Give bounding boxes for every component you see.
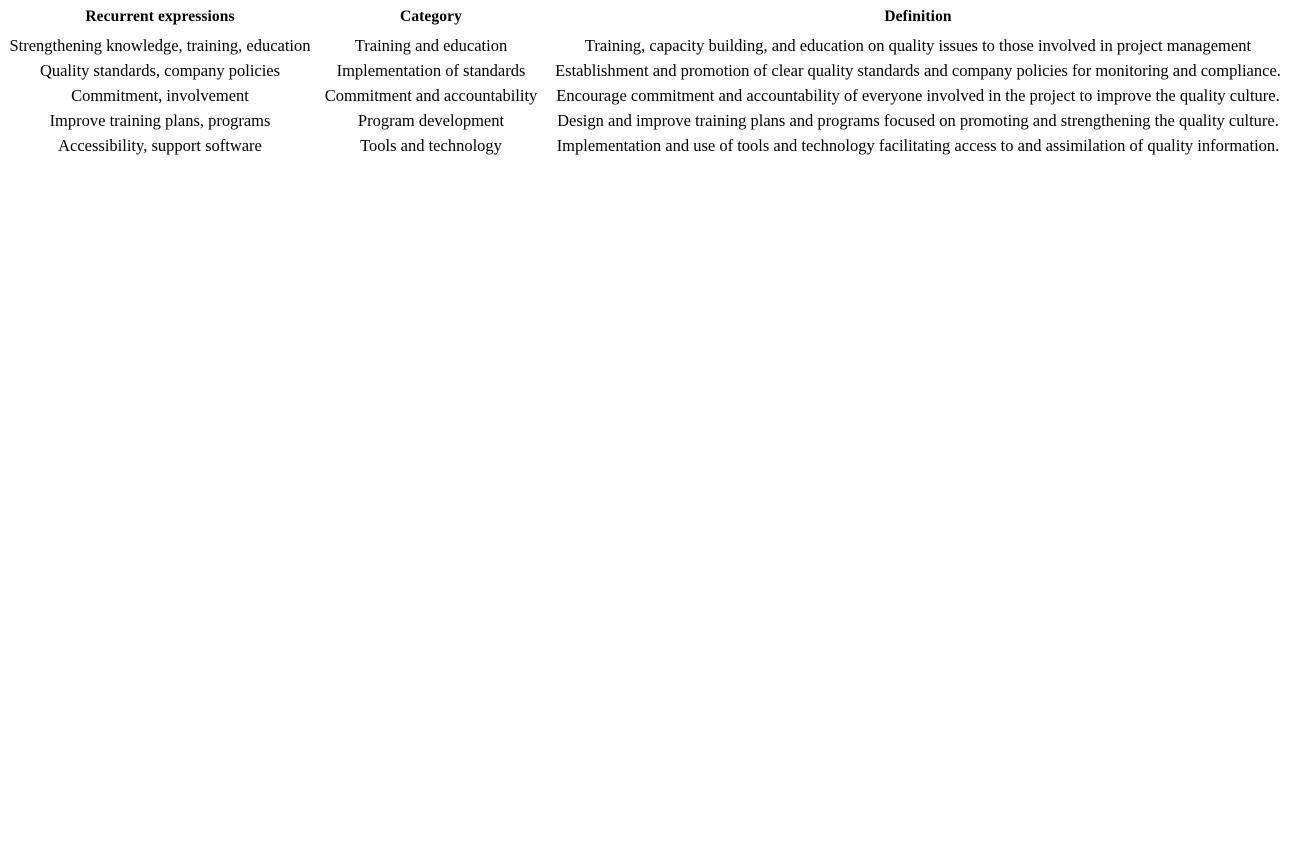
cell-definition: Implementation and use of tools and technology facilitating access to and assimilation of quality information.: [556, 136, 1280, 155]
cell-recurrent-expressions: Commitment, involvement: [71, 86, 249, 105]
cell-category: Training and education: [354, 36, 508, 55]
table-row: [0, 58, 1294, 83]
table-header-row: [0, 0, 1294, 33]
cell-category: Commitment and accountability: [324, 86, 538, 105]
cell-recurrent-expressions: Accessibility, support software: [58, 136, 262, 155]
table-header: [0, 0, 1294, 33]
table-row: [0, 33, 1294, 58]
cell-category: Tools and technology: [360, 136, 502, 155]
table-row: [0, 133, 1294, 158]
cell-category: Implementation of standards: [336, 61, 526, 80]
table-row: [0, 108, 1294, 133]
table-body: [0, 33, 1294, 158]
cell-definition: Design and improve training plans and programs focused on promoting and strengthening the quality culture.: [557, 111, 1279, 130]
cell-recurrent-expressions: Quality standards, company policies: [39, 61, 281, 80]
column-header-category: Category: [400, 8, 462, 25]
recurrent-expressions-table: [0, 0, 1294, 158]
cell-definition: Training, capacity building, and education on quality issues to those involved in project management: [584, 36, 1252, 55]
cell-recurrent-expressions: Strengthening knowledge, training, education: [9, 36, 311, 55]
cell-definition: Establishment and promotion of clear quality standards and company policies for monitoring and compliance.: [555, 61, 1281, 80]
column-header-recurrent-expressions: Recurrent expressions: [85, 8, 235, 25]
cell-recurrent-expressions: Improve training plans, programs: [49, 111, 271, 130]
cell-definition: Encourage commitment and accountability of everyone involved in the project to improve the quality culture.: [556, 86, 1280, 105]
cell-category: Program development: [357, 111, 505, 130]
column-header-definition: Definition: [884, 8, 952, 25]
table-row: [0, 83, 1294, 108]
